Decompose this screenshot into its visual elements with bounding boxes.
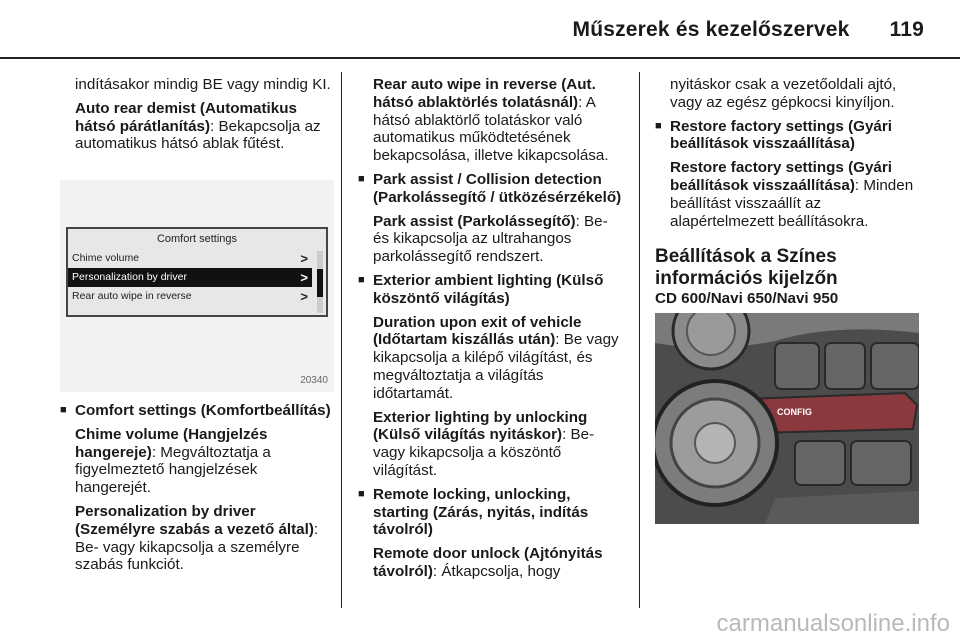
comfort-settings-screen-image [60, 180, 334, 392]
paragraph [60, 503, 336, 574]
menu-item-label: Rear auto wipe in reverse [72, 290, 192, 302]
paragraph [358, 409, 626, 480]
paragraph [358, 314, 626, 403]
definition: : Minden beállítást visszaállít az alapértelmezett beállításokra. [670, 176, 914, 230]
term: Restore factory settings (Gyári beállítások visszaállítása) [670, 159, 892, 194]
bullet-item [655, 118, 921, 154]
bullet-item [358, 272, 626, 308]
section-heading: Beállítások a Színes információs kijelzőn [655, 246, 838, 290]
paragraph: indításakor mindig BE vagy mindig KI. [75, 76, 331, 93]
paragraph [75, 100, 333, 153]
config-label: CONFIG [777, 407, 812, 417]
screen-menu-item [68, 287, 312, 306]
definition: : Megváltoztatja a figyelmeztető hangjelzések hangerejét. [75, 443, 271, 497]
definition: : Be- vagy kikapcsolja a köszöntő világítást. [373, 426, 595, 479]
term: Rear auto wipe in reverse (Aut. hátsó ablaktörlés tolatásnál) [373, 76, 596, 111]
chapter-title: Műszerek és kezelőszervek [572, 18, 850, 41]
image-id: 20340 [300, 375, 328, 386]
header-rule [0, 57, 960, 59]
config-button-photo [655, 313, 919, 524]
chevron-right-icon: > [300, 251, 308, 266]
term: Remote door unlock (Ajtónyitás távolról) [373, 545, 603, 580]
bullet-item [358, 171, 626, 207]
definition: : Átkapcsolja, hogy [432, 562, 561, 580]
paragraph [358, 213, 626, 266]
chevron-right-icon: > [300, 289, 308, 304]
display-screen [66, 227, 328, 317]
definition: : Bekapcsolja az automatikus hátsó ablak fűtést. [75, 117, 321, 153]
screen-menu-item-selected [68, 268, 312, 287]
term: Auto rear demist (Automatikus hátsó párátlanítás) [75, 99, 297, 135]
term: Duration upon exit of vehicle (Időtartam kiszállás után) [373, 313, 582, 349]
paragraph [358, 76, 626, 165]
screen-menu-item [68, 249, 312, 268]
column-1-lower [60, 402, 336, 580]
page-header [573, 18, 925, 42]
bullet-item [60, 402, 336, 420]
paragraph [655, 159, 921, 230]
column-divider-2 [639, 72, 640, 608]
section-subheading: CD 600/Navi 650/Navi 950 [655, 290, 839, 308]
term: Personalization by driver (Személyre szabás a vezető által) [75, 502, 314, 538]
column-1 [75, 76, 333, 159]
scrollbar-thumb [317, 269, 323, 297]
definition: : Be- vagy kikapcsolja a személyre szabás funkciót. [75, 520, 319, 574]
definition: : Be vagy kikapcsolja a kilépő világítást, és megváltoztatja a világítás időtartamát. [373, 331, 619, 402]
screen-scrollbar [317, 251, 323, 313]
paragraph: nyitáskor csak a vezetőoldali ajtó, vagy az egész gépkocsi kinyíljon. [670, 76, 897, 111]
bullet-item [358, 486, 626, 539]
bullet-heading: Restore factory settings (Gyári beállítások visszaállítása) [670, 117, 892, 153]
page-number: 119 [889, 18, 924, 41]
bullet-heading: Comfort settings (Komfortbeállítás) [75, 402, 331, 419]
paragraph [60, 426, 336, 497]
paragraph [358, 545, 626, 581]
definition: : A hátsó ablaktörlő tolatáskor való automatikus működtetésének bekapcsolása, illetve kikapcsolása. [373, 93, 609, 165]
bullet-heading: Exterior ambient lighting (Külső köszöntő világítás) [373, 271, 604, 307]
term: Park assist (Parkolássegítő) [373, 212, 576, 230]
term: Exterior lighting by unlocking (Külső világítás nyitáskor) [373, 408, 588, 444]
screen-title: Comfort settings [156, 233, 238, 245]
column-divider-1 [341, 72, 342, 608]
menu-item-label: Chime volume [72, 252, 140, 264]
definition: : Be- és kikapcsolja az ultrahangos parkolássegítő rendszert. [373, 212, 608, 266]
menu-item-label: Personalization by driver [72, 271, 187, 283]
column-2 [358, 76, 626, 587]
column-3 [655, 76, 921, 314]
console-illustration [655, 313, 919, 524]
term: Chime volume (Hangjelzés hangereje) [75, 425, 268, 461]
chevron-right-icon: > [300, 270, 308, 285]
bullet-heading: Park assist / Collision detection (Parkolássegítő / ütközésérzékelő) [373, 170, 622, 206]
watermark: carmanualsonline.info [716, 610, 950, 637]
bullet-heading: Remote locking, unlocking, starting (Zárás, nyitás, indítás távolról) [373, 485, 589, 539]
